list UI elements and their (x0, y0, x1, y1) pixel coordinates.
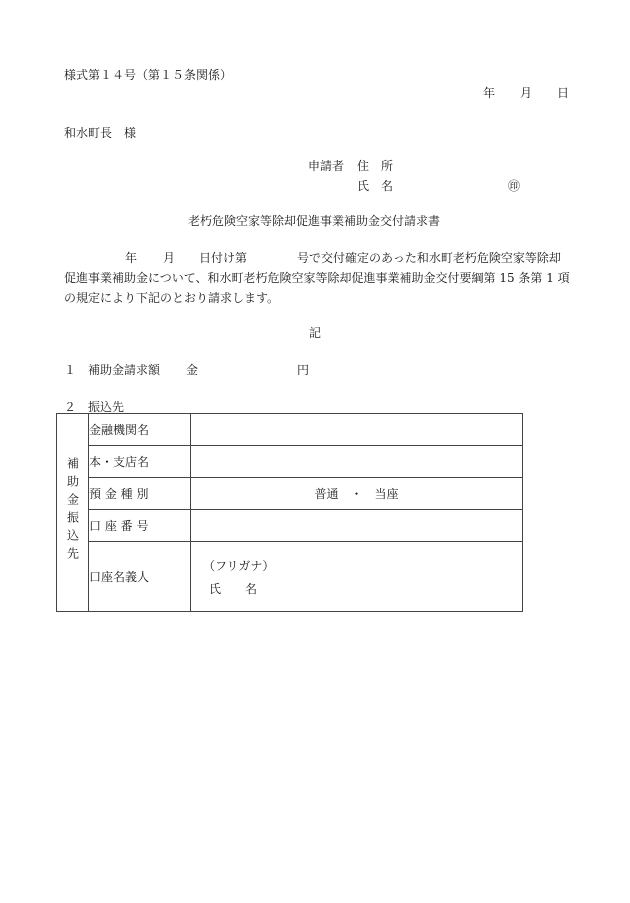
bank-label: 金融機関名 (89, 423, 150, 437)
seal-mark: ㊞ (508, 179, 521, 193)
bank-label-cell (89, 414, 191, 446)
table-group-label: 補助金振込先 (65, 457, 80, 565)
deposit-type-label-cell (89, 478, 191, 510)
account-holder-value-cell[interactable] (191, 542, 523, 612)
deposit-type-label: 預 金 種 別 (89, 487, 149, 501)
date-day: 日 (557, 86, 570, 100)
ki-heading: 記 (309, 326, 322, 340)
holder-name-label: 氏 名 (209, 581, 258, 596)
account-holder-label-cell (89, 542, 191, 612)
item1-kin: 金 (186, 363, 199, 377)
table-group-cell (57, 414, 89, 612)
branch-label-cell (89, 446, 191, 478)
body-line2: 促進事業補助金について、和水町老朽危険空家等除却促進事業補助金交付要綱第 15 条第 1 項 (64, 271, 570, 285)
item2-label: 振込先 (88, 400, 125, 414)
deposit-type-value-cell[interactable] (191, 478, 523, 510)
branch-label: 本・支店名 (89, 455, 150, 469)
item2-number: ２ (64, 400, 77, 414)
name-label: 氏 名 (357, 179, 394, 193)
bank-value-cell[interactable] (191, 414, 523, 446)
applicant-label: 申請者 (308, 159, 345, 173)
date-month: 月 (520, 86, 533, 100)
body-line3: の規定により下記のとおり請求します。 (64, 291, 280, 305)
body-month: 月 (163, 251, 176, 265)
body-line1-rest: 号で交付確定のあった和水町老朽危険空家等除却 (297, 251, 561, 265)
item1-yen: 円 (297, 363, 310, 377)
address-label: 住 所 (357, 159, 394, 173)
form-number: 様式第１４号（第１５条関係） (64, 68, 233, 82)
date-year: 年 (483, 86, 496, 100)
addressee: 和水町長 様 (64, 126, 137, 140)
item1-label: 補助金請求額 (88, 363, 161, 377)
body-year: 年 (125, 251, 138, 265)
document-title: 老朽危険空家等除却促進事業補助金交付請求書 (188, 214, 441, 228)
item1-number: １ (64, 363, 77, 377)
branch-value-cell[interactable] (191, 446, 523, 478)
transfer-table (56, 413, 523, 612)
account-number-label: 口 座 番 号 (89, 519, 149, 533)
account-holder-label: 口座名義人 (89, 570, 150, 584)
account-number-value-cell[interactable] (191, 510, 523, 542)
account-number-label-cell (89, 510, 191, 542)
furigana-label: （フリガナ） (203, 558, 275, 573)
deposit-type-value[interactable]: 普通 ・ 当座 (314, 487, 399, 501)
body-day-no: 日付け第 (199, 251, 248, 265)
